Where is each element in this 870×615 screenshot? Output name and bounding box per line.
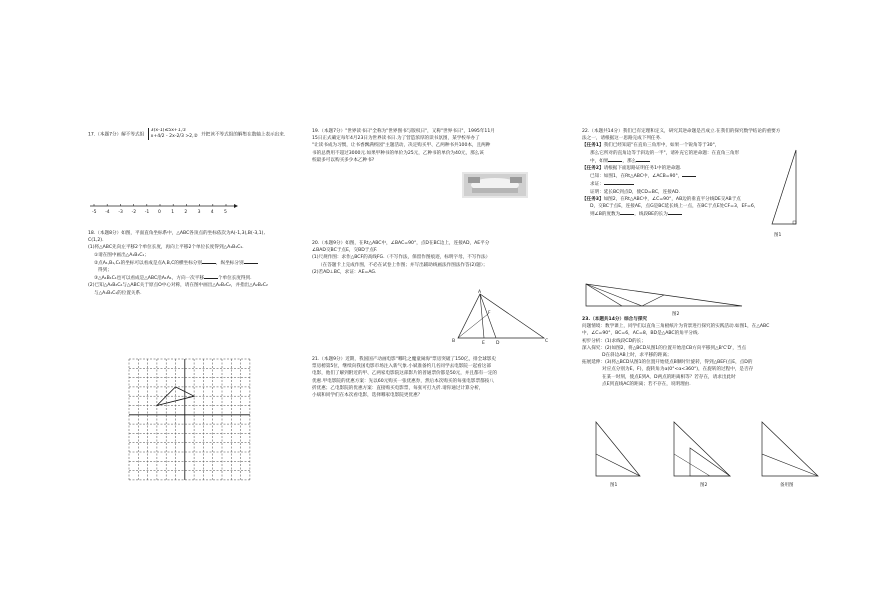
q18-line-9: 与△A₁B₁C₁的位置关系. [94, 290, 142, 296]
task-2-label: 【任务2】 [582, 166, 604, 172]
label-f: F [488, 311, 491, 316]
q18-line-2: C(1,2). [88, 238, 104, 244]
number-line-tick-label: -1 [144, 210, 150, 215]
q18-line-7-text: ③△A₁B₁C₁也可以看成是△ABC沿A₁A₁，方向一次平移 [94, 276, 204, 282]
book-photo-svg [462, 172, 528, 198]
task-1-text-3: 中，如果 [590, 158, 609, 164]
number-line [88, 198, 238, 220]
q22-figure-1 [768, 146, 808, 238]
q18-line-4: ①请在图中画出△A₁B₁C₁； [94, 252, 149, 258]
book-photo [462, 172, 528, 198]
answer-blank[interactable] [604, 180, 634, 185]
task-2-line-1 [582, 165, 752, 172]
q23-line-8: 对应点分别为E，F)，旋转角为α(0°<α<360°)，在旋转的过程中，是否存 [602, 367, 754, 373]
answer-blank[interactable] [668, 210, 682, 215]
q20-line-3: (1)尺规作图：求作△BCF的高线FG.（不写作法，保留作图痕迹，标明字母，不写作法） [312, 255, 491, 261]
task-1-text-4: ，那么 [622, 158, 637, 164]
task-2-text-3: 求证： [590, 182, 604, 188]
fig2-caption: 图2 [672, 312, 680, 316]
number-line-tick-label: -3 [118, 210, 123, 215]
q23-line-9: 在某一时刻，使点E到A，D两点的距离相等？若存在，请求出此时 [602, 374, 736, 380]
number-line-tick-label: -4 [105, 210, 110, 215]
task-3-text-4: ，线段BE的长为 [634, 212, 668, 218]
number-line-tick-label: 1 [171, 210, 175, 215]
answer-blank[interactable] [608, 157, 622, 162]
q22-figure-2-svg [582, 278, 752, 316]
task-1-label: 【任务1】 [582, 143, 604, 149]
q23-line-3: 中，∠C=90°，BC=6，AC=8，BD是△ABC的角平分线. [582, 331, 700, 337]
inequality-1: 3(x-1)≤5x+1,① [150, 128, 187, 133]
question-21 [312, 356, 570, 399]
q20-figure-svg [452, 288, 552, 346]
q19-line-4: 书的总费用不超过3000元.如果甲种书的单价为25元，乙种书的单价为40元，那么该 [312, 150, 484, 156]
q20-line-2: ∠BAD交BC于点E，交BD于点F. [312, 248, 378, 254]
answer-blank[interactable] [202, 259, 216, 264]
task-2-text-2: 已知：如图1，在Rt△ABC中，∠ACB=90°， [590, 174, 683, 180]
number-line-tick-label: 3 [197, 210, 201, 215]
task-2-text-1: 请根据下面思路证明任务1中的逆命题. [603, 166, 682, 172]
number-line-tick-label: -2 [131, 210, 137, 215]
number-line-tick-label: 2 [184, 210, 188, 215]
answer-blank[interactable] [244, 259, 258, 264]
q18-line-1: 18.（本题8分）如图，平面直角坐标系中，△ABC各顶点的坐标依次为A(-1,3),B(-3,1), [88, 231, 265, 236]
q23-figures-svg [590, 418, 830, 490]
q20-line-1: 20.（本题9分）如图，在Rt△ABC中，∠BAC=90°，点D在BC边上，连接AD，AE平分 [312, 241, 490, 246]
q23-line-1: 23.（本题共14分）综合与探究 [582, 317, 648, 322]
q23-fig3-caption: 备用图 [780, 483, 794, 488]
task-1-text-1: 我们已经知道"在直角三角形中，如果一个锐角等于30°， [603, 143, 720, 149]
fig1-caption: 图1 [774, 233, 782, 238]
number-line-tick-label: 5 [224, 210, 227, 215]
number-line-tick-label: -5 [92, 210, 97, 215]
q23-line-10: 点E到直线AC的距离；若不存在，说明理由. [602, 381, 691, 387]
label-e: E [482, 341, 485, 346]
question-23 [582, 316, 832, 388]
task-1-line-2: 那么它所对的直角边等于斜边的一半"，请补充它的逆命题：在直角三角形 [590, 150, 740, 156]
q18-line-8: (2)已知△A₂B₂C₂与△ABC关于原点O中心对称，请在图中画出△A₂B₂C₂，并指出△A₂B₂C₂ [88, 283, 268, 289]
q21-line-1: 21.（本题9分）近期，我国国产动画电影"哪吒之魔童闹海"票房突破了150亿，排全球影史 [312, 357, 497, 362]
q21-line-3: 电影，他们了解到附近的甲、乙两家电影院这部影片的普通票价都是50元，并且都有一定的 [312, 371, 498, 377]
inequality-2: x+4/2 - 2x-2/3 >2,② [150, 134, 198, 139]
q21-line-2: 票房榜第5位，继续向我国电影市场注入新气象.小斌准备约几名同学去电影院一起看这部 [312, 364, 491, 370]
q23-line-6: D在斜边AB上时，求平移的距离； [602, 353, 672, 359]
q23-line-7: 拓展延伸：(3)将△BCD从图1的位置开始绕点B顺时针旋转，得到△BEF(点E，点D的 [582, 360, 753, 366]
task-2-line-4: 证明：延长BC到点D，使CD=BC，连接AD. [590, 189, 680, 195]
task-3-line-2: D，交BC于点E，连接AE，点G是BC延长线上一点，在BC于点E处CF=3，EF=6， [590, 204, 759, 210]
number-line-svg [88, 198, 238, 220]
q22-figure-1-svg [768, 146, 808, 238]
label-a: A [478, 290, 482, 295]
q18-line-7 [88, 274, 293, 282]
q17-tail: 并把该不等式组的解集在数轴上表示出来. [201, 132, 286, 138]
q19-line-2: 15日正式确定每年4月23日为世界读书日.为了营造浓厚的读书氛围，某学校举办了 [312, 136, 480, 142]
q23-line-5: 深入探究：(2)如图2，将△BCD从图1的位置开始沿CB方向平移到△B'C'D'，当点 [582, 345, 747, 351]
q23-fig2-caption: 图2 [700, 483, 708, 488]
label-d: D [496, 341, 500, 346]
coordinate-grid-svg [126, 356, 252, 482]
q17-stem: 17.（本题7分）解不等式组 [88, 132, 145, 138]
question-18 [88, 230, 293, 297]
q23-line-2: 问题情境：数学课上，同学们以直角三角板纸片为背景进行探究的实践活动.如图1，在△ABC [582, 324, 770, 330]
inequality-system [148, 128, 198, 140]
task-3-text-1: 如图2，在Rt△ABC中，∠C=90°，AB边的垂直平分线DE交AB于点 [603, 196, 741, 202]
number-line-tick-label: 4 [210, 210, 214, 215]
label-b: B [452, 339, 456, 344]
q19-line-5: 校最多可以购买多少本乙种书? [312, 157, 375, 163]
task-1-line-3 [582, 157, 752, 165]
q21-line-4: 优惠.甲电影院的优惠方案：先以60元购买一张优惠券，然后本次购买的每张电影票都按八 [312, 378, 494, 384]
answer-blank[interactable] [620, 210, 634, 215]
q22-line-2: 法之一，请根据这一思路完成下列任务. [582, 136, 662, 142]
q18-line-5-tail: ，纵坐标分别 [216, 260, 244, 266]
question-17 [88, 128, 293, 140]
number-line-tick-label: 0 [158, 210, 161, 215]
q19-line-1: 19.（本题7分）"世界读书日"全称为"世界图书与版权日"，又称"世界书日"，1995年11月 [312, 129, 495, 134]
coordinate-grid [126, 356, 252, 482]
q23-fig1-caption: 图1 [610, 483, 618, 488]
q18-line-7-tail: 个单位长度得到. [217, 276, 252, 282]
q18-line-5-text: ②点A₁,B₁,C₁的坐标可以看成是点A,B,C的横坐标分别 [94, 260, 202, 266]
task-2-line-2 [582, 172, 752, 180]
q18-line-3: (1)将△ABC先向左平移2个单位长度，再向上平移2个单位长度得到△A₁B₁C₁. [88, 245, 244, 251]
answer-blank[interactable] [636, 157, 650, 162]
task-3-text-3: 则∠B的度数为 [590, 212, 621, 218]
q18-line-6: 得到； [98, 268, 112, 274]
task-2-line-3 [582, 180, 752, 188]
q22-line-1: 22.（本题共14分）我们已有定理和定义，研究其逆命题是否成立.在我们的探究数学结论的重要方 [582, 129, 781, 134]
q20-line-5: (2)若AD⊥BC，求证：AE=AG. [312, 269, 377, 275]
q23-figures [590, 418, 830, 490]
q21-line-6: 小斌和同学们在本次看电影，选择哪家电影院更优惠？ [312, 393, 423, 399]
q23-line-4: 初步分析：(1)求线段CD的长； [582, 338, 646, 344]
task-1-line-1 [582, 142, 752, 149]
q21-line-5: 折优惠；乙电影院的优惠方案：直接购买电影票，每张可打九折.请你通过计算分析， [312, 385, 484, 391]
q22-figure-2 [582, 278, 752, 316]
label-c: C [545, 339, 549, 344]
q19-line-3: "让读书成为习惯，让书香飘满校园"主题活动，决定购买甲、乙两种书共100本，且两种 [312, 143, 491, 149]
question-20 [312, 240, 570, 276]
task-3-label: 【任务3】 [582, 196, 604, 202]
answer-blank[interactable] [682, 172, 696, 177]
question-19 [312, 128, 570, 164]
answer-blank[interactable] [204, 274, 218, 279]
q20-figure [452, 288, 552, 346]
q18-line-5 [88, 259, 293, 267]
q20-line-4: （在答题卡上完成作图，不必在试卷上作图；并写出辅助线画法作图法作答(2)题）； [318, 262, 488, 268]
